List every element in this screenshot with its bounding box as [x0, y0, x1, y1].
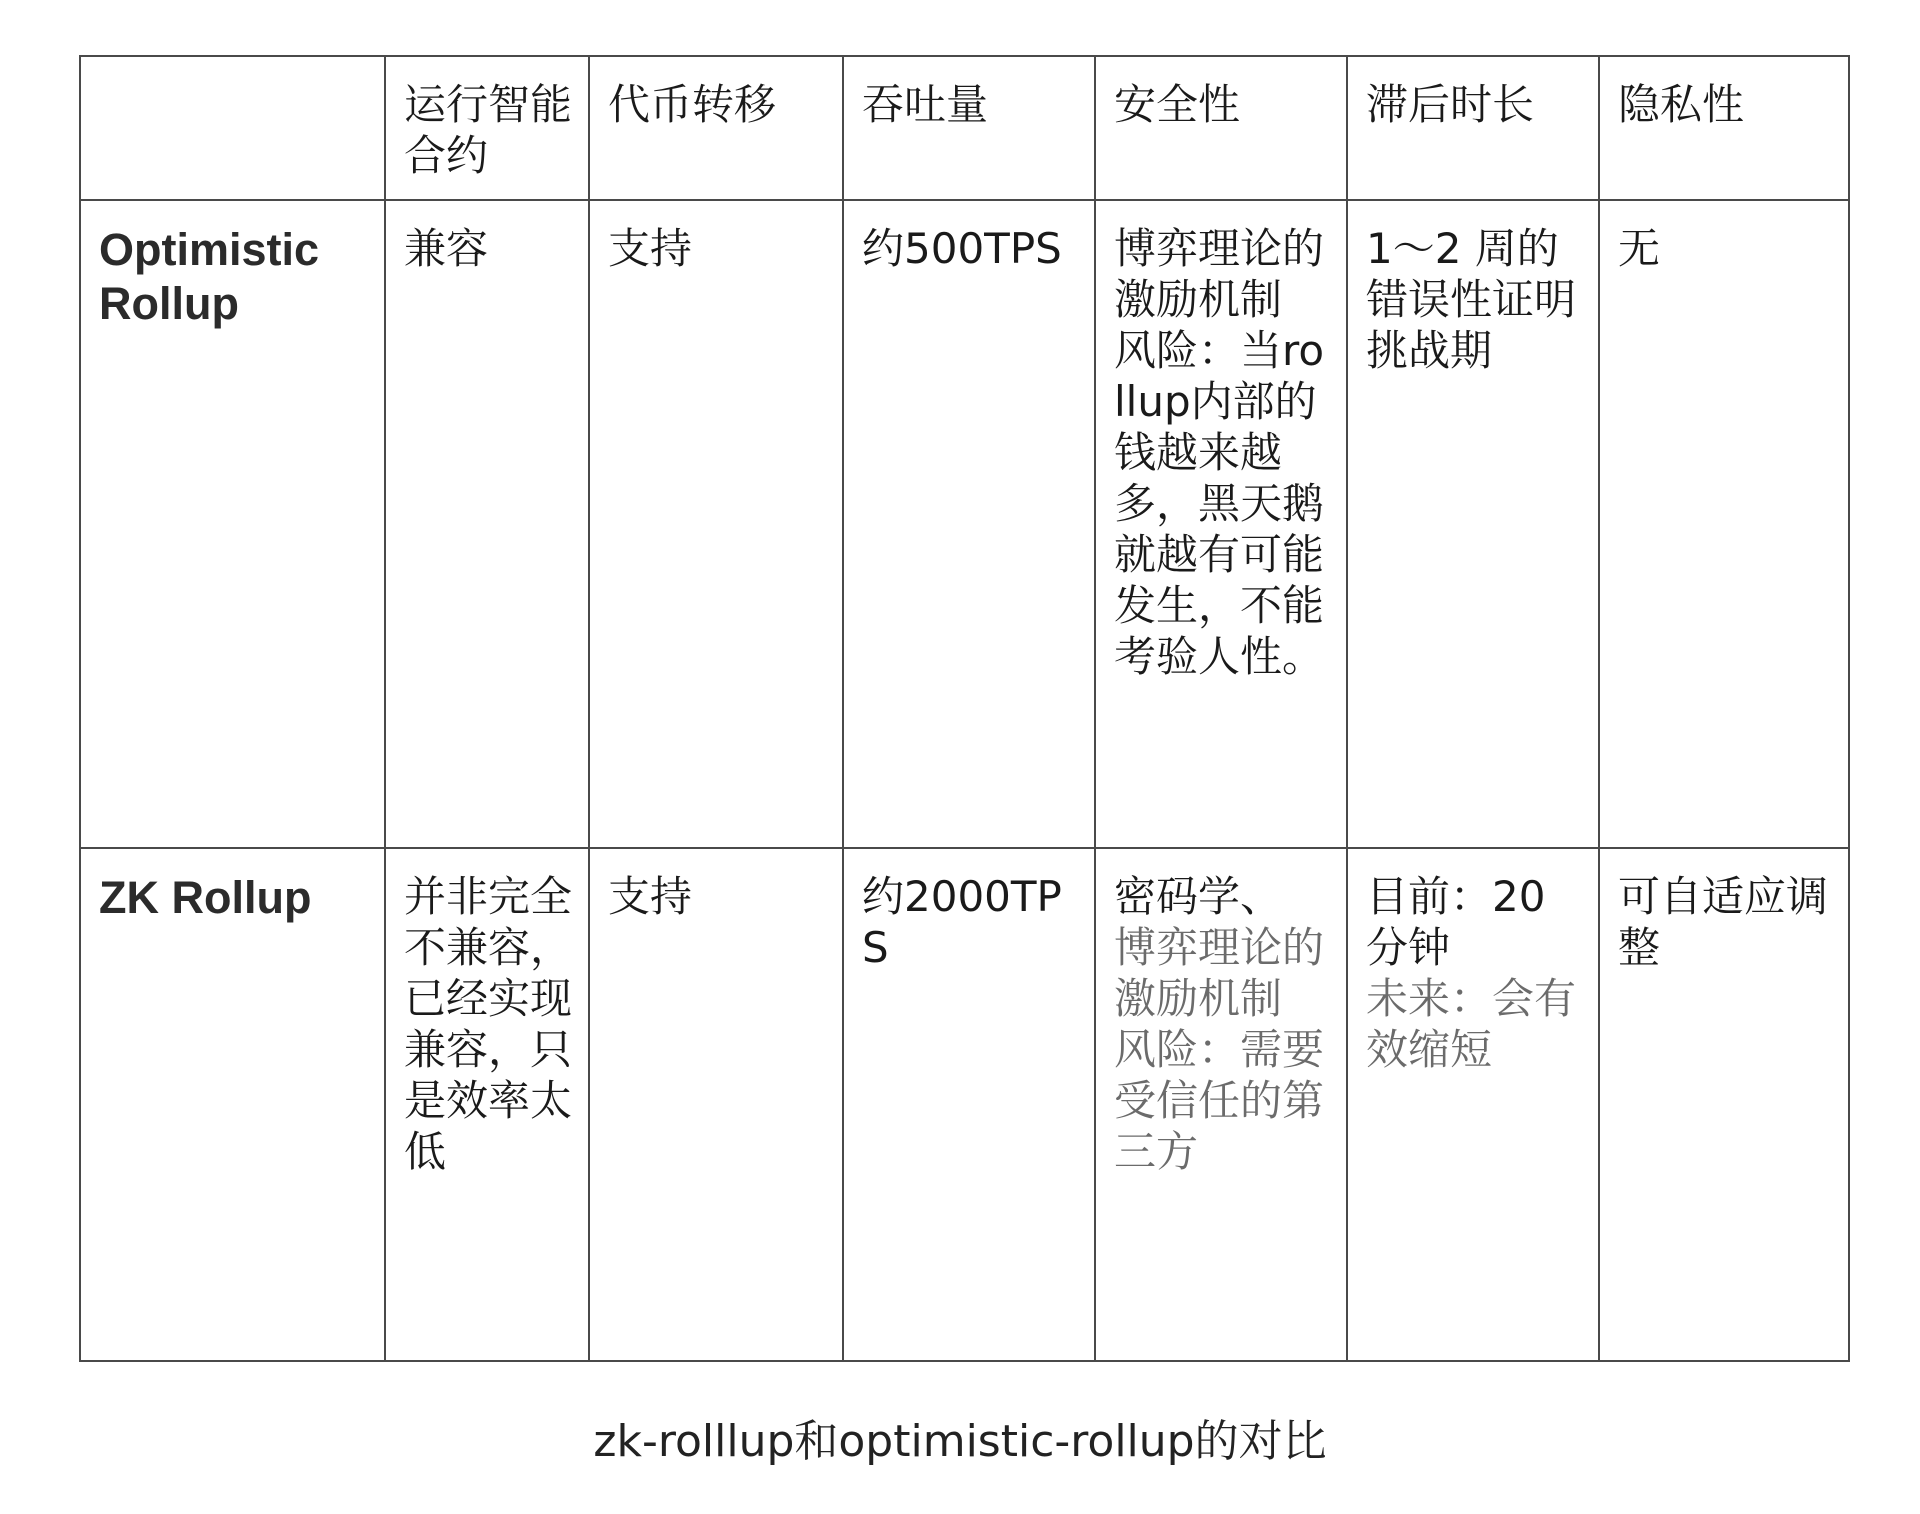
table-header-row: [80, 56, 1849, 200]
cell-smart-contracts: 兼容: [385, 200, 589, 848]
cell-latency: [1347, 848, 1599, 1361]
cell-latency: 1～2 周的错误性证明挑战期: [1347, 200, 1599, 848]
header-cell-empty: [80, 56, 385, 200]
comparison-table: [79, 55, 1850, 1362]
cell-throughput: 约2000TPS: [843, 848, 1095, 1361]
security-mechanism: 博弈理论的激励机制: [1114, 224, 1325, 324]
cell-throughput: 约500TPS: [843, 200, 1095, 848]
header-cell-token-transfer: 代币转移: [589, 56, 843, 200]
table-row: [80, 200, 1849, 848]
header-cell-throughput: 吞吐量: [843, 56, 1095, 200]
security-cryptography: 密码学、: [1114, 872, 1283, 921]
security-risk: 风险：需要受信任的第三方: [1114, 1025, 1325, 1176]
cell-privacy: 无: [1599, 200, 1849, 848]
cell-security: [1095, 200, 1347, 848]
security-risk: 风险：当rollup内部的钱越来越多，黑天鹅就越有可能发生，不能考验人性。: [1114, 326, 1325, 681]
row-label-optimistic: Optimistic Rollup: [80, 200, 385, 848]
figure-caption: zk-rolllup和optimistic-rollup的对比: [593, 1416, 1327, 1467]
latency-future: 未来：会有效缩短: [1366, 974, 1577, 1074]
header-cell-privacy: 隐私性: [1599, 56, 1849, 200]
header-cell-security: 安全性: [1095, 56, 1347, 200]
cell-smart-contracts: 并非完全不兼容，已经实现兼容，只是效率太低: [385, 848, 589, 1361]
security-mechanism: 博弈理论的激励机制: [1114, 923, 1325, 1023]
cell-security: [1095, 848, 1347, 1361]
table-row: [80, 848, 1849, 1361]
cell-token-transfer: 支持: [589, 848, 843, 1361]
cell-token-transfer: 支持: [589, 200, 843, 848]
header-cell-latency: 滞后时长: [1347, 56, 1599, 200]
latency-current: 目前：20分钟: [1366, 872, 1546, 972]
header-cell-smart-contracts: 运行智能合约: [385, 56, 589, 200]
cell-privacy: 可自适应调整: [1599, 848, 1849, 1361]
row-label-zk: ZK Rollup: [80, 848, 385, 1361]
